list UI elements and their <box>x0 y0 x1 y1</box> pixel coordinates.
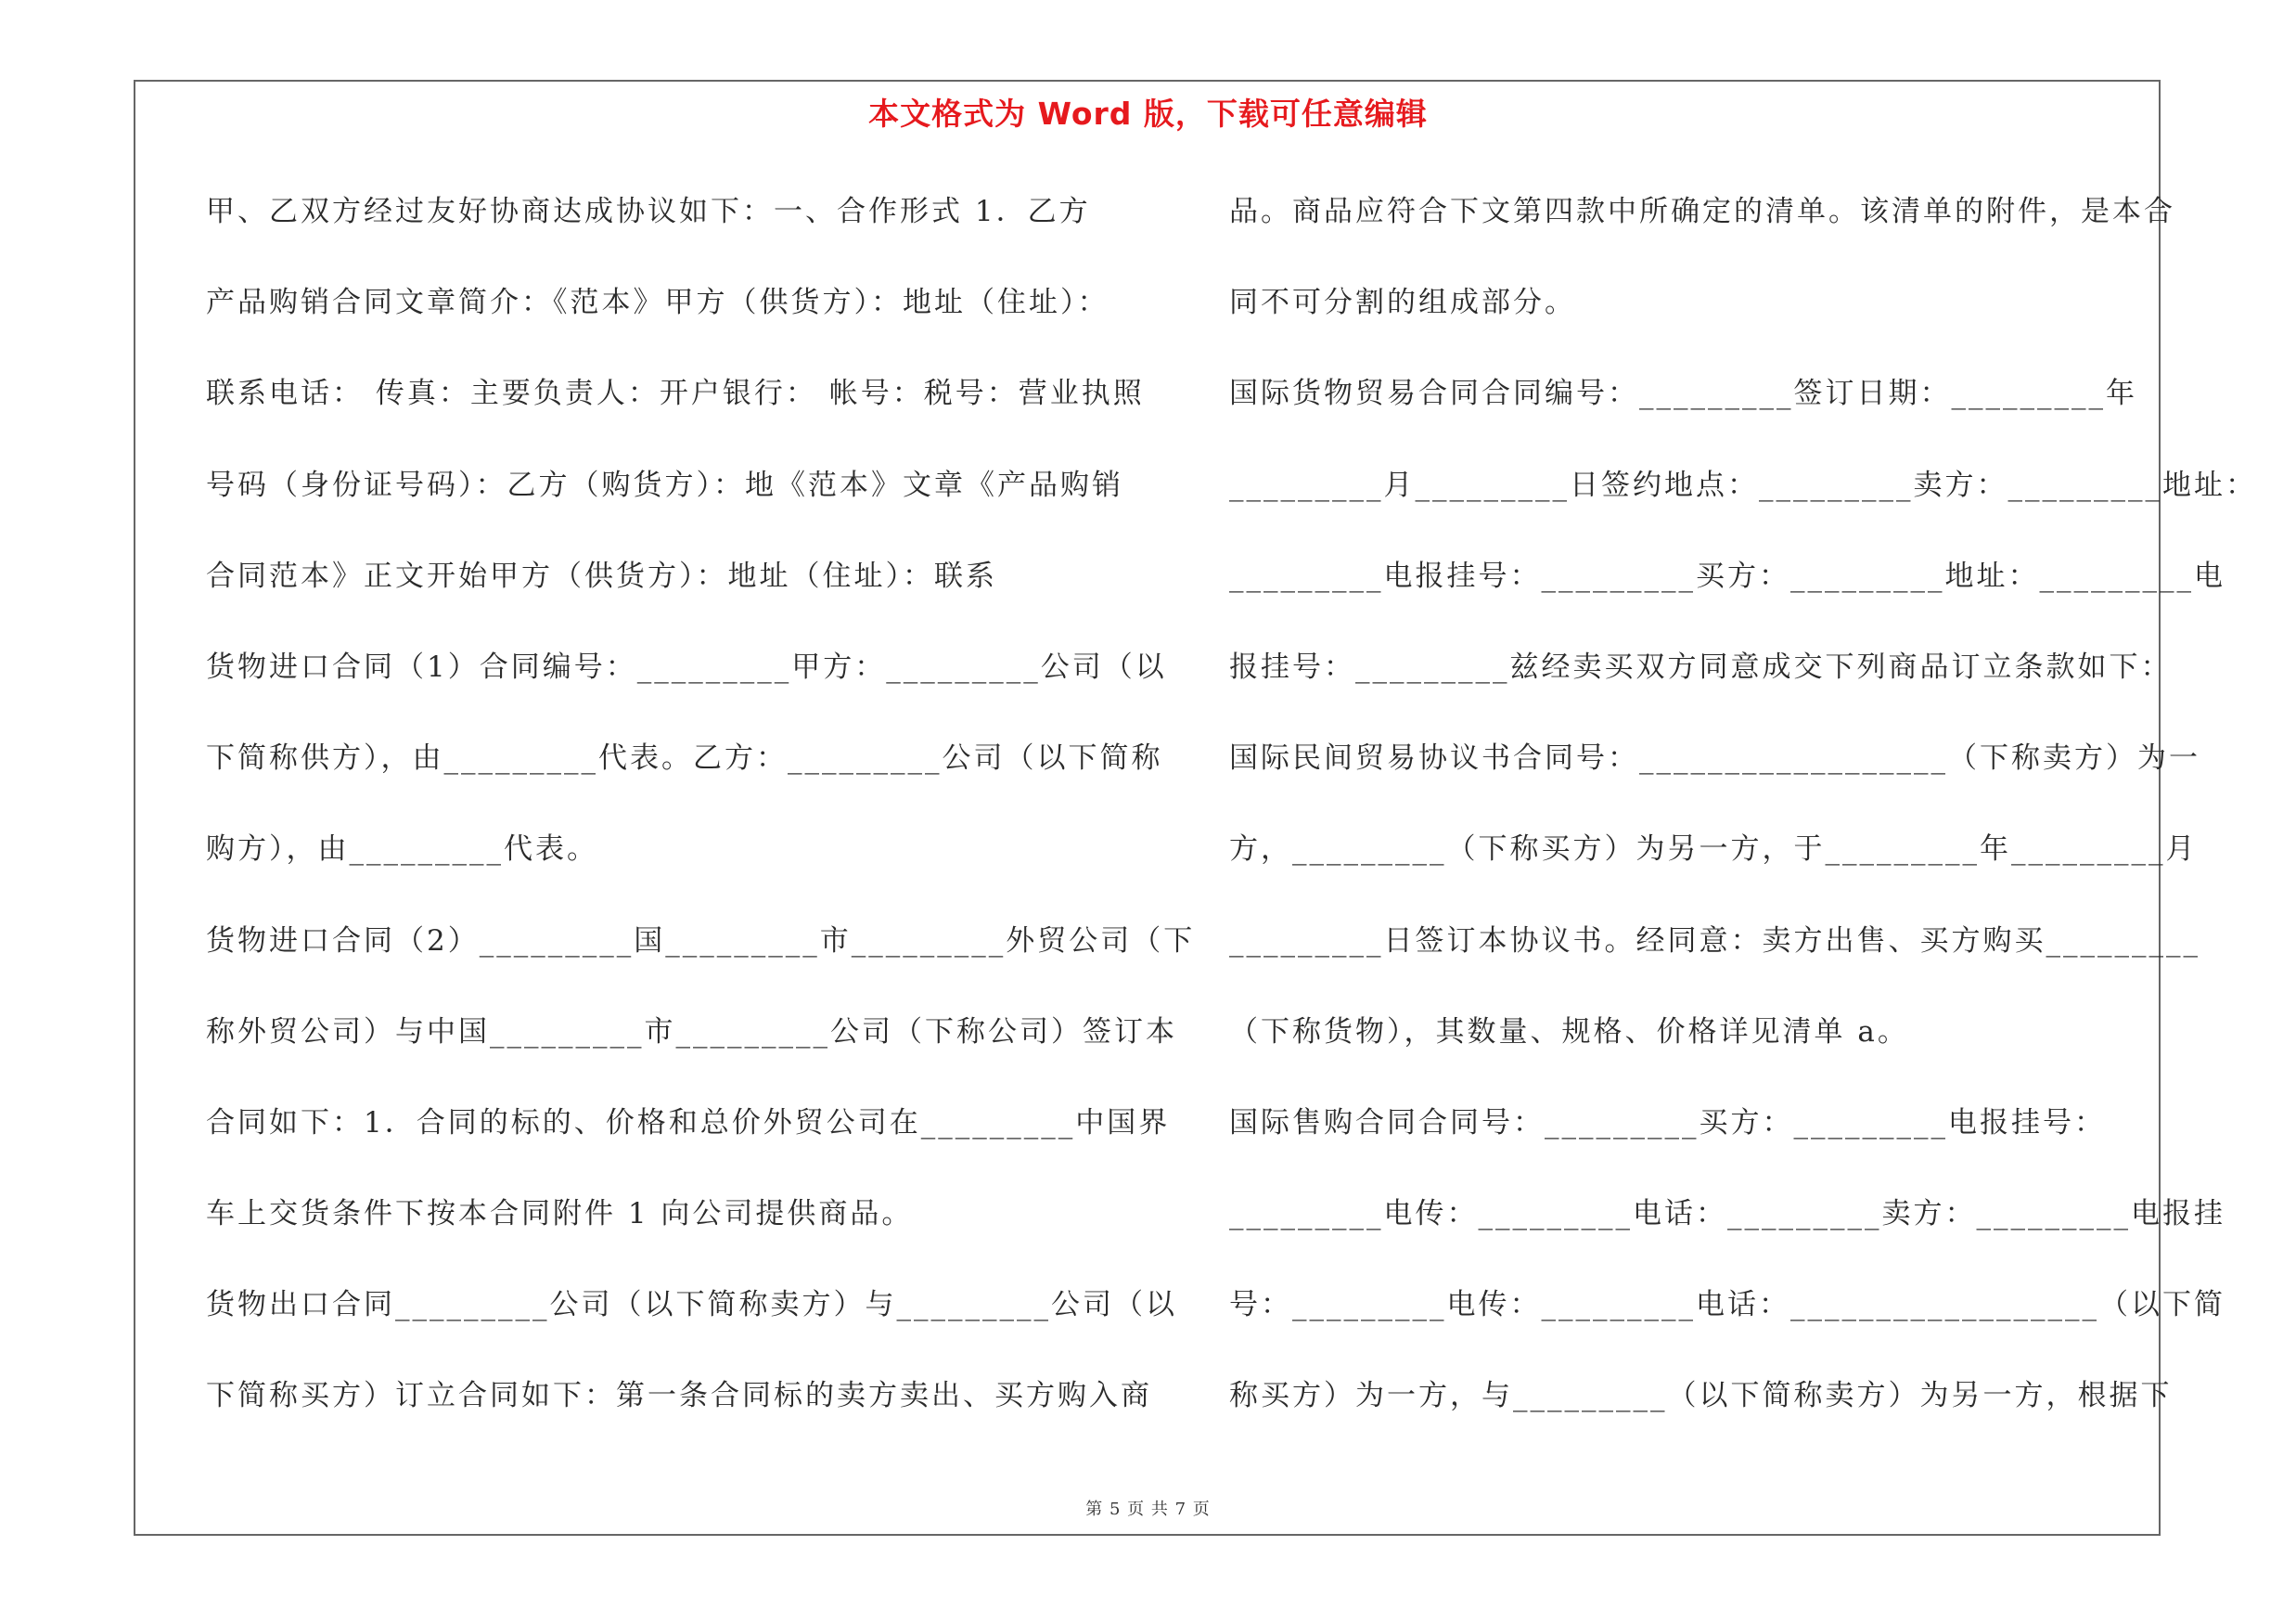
format-banner: 本文格式为 Word 版，下载可任意编辑 <box>868 96 1428 132</box>
text-line: _________月_________日签约地点：_________卖方：_________地址： <box>1229 468 2257 502</box>
text-line: （下称货物），其数量、规格、价格详见清单 a。 <box>1229 1014 1909 1049</box>
text-line: 报挂号：_________兹经卖买双方同意成交下列商品订立条款如下： <box>1229 650 2173 684</box>
text-line: 国际售购合同合同号：_________买方：_________电报挂号： <box>1229 1105 2106 1140</box>
text-line: 购方），由_________代表。 <box>206 832 598 867</box>
text-line: 品。商品应符合下文第四款中所确定的清单。该清单的附件，是本合 <box>1229 195 2175 228</box>
text-line: _________电报挂号：_________买方：_________地址：_________电 <box>1229 559 2225 593</box>
text-line: 号：_________电传：_________电话：__________________（以下简 <box>1229 1288 2225 1322</box>
text-line: 货物进口合同（2）_________国_________市_________外贸公司（下 <box>206 923 1196 958</box>
left-text-column <box>206 184 1196 1460</box>
text-line: 国际民间贸易协议书合同号：__________________（下称卖方）为一 <box>1229 741 2200 776</box>
right-text-column <box>1229 184 2257 1460</box>
text-line: 同不可分割的组成部分。 <box>1229 286 1576 320</box>
text-line: _________日签订本协议书。经同意：卖方出售、买方购买_________ <box>1229 923 2200 958</box>
text-line: 产品购销合同文章简介：《范本》甲方（供货方）：地址（住址）： <box>206 286 1110 320</box>
page-number-footer: 第 5 页 共 7 页 <box>1085 1500 1211 1519</box>
text-line: _________电传：_________电话：_________卖方：_________电报挂 <box>1229 1197 2225 1231</box>
text-line: 货物进口合同（1）合同编号：_________甲方：_________公司（以 <box>206 650 1167 684</box>
text-line: 货物出口合同_________公司（以下简称卖方）与_________公司（以 <box>206 1288 1177 1322</box>
text-line: 车上交货条件下按本合同附件 1 向公司提供商品。 <box>206 1197 914 1231</box>
text-line: 称买方）为一方，与_________（以下简称卖方）为另一方，根据下 <box>1229 1379 2173 1413</box>
text-line: 下简称供方），由_________代表。乙方：_________公司（以下简称 <box>206 741 1163 776</box>
text-line: 合同范本》正文开始甲方（供货方）：地址（住址）：联系 <box>206 559 997 593</box>
text-line: 合同如下：1．合同的标的、价格和总价外贸公司在_________中国界 <box>206 1105 1171 1140</box>
text-line: 下简称买方）订立合同如下：第一条合同标的卖方卖出、买方购入商 <box>206 1379 1152 1413</box>
text-line: 号码（身份证号码）：乙方（购货方）：地《范本》文章《产品购销 <box>206 468 1123 502</box>
text-line: 称外贸公司）与中国_________市_________公司（下称公司）签订本 <box>206 1014 1177 1049</box>
text-line: 国际货物贸易合同合同编号：_________签订日期：_________年 <box>1229 377 2137 411</box>
text-line: 联系电话： 传真：主要负责人：开户银行： 帐号：税号：营业执照 <box>206 377 1145 411</box>
text-line: 方，_________（下称买方）为另一方，于_________年_________月 <box>1229 832 2198 867</box>
text-line: 甲、乙双方经过友好协商达成协议如下：一、合作形式 1．乙方 <box>206 195 1091 228</box>
